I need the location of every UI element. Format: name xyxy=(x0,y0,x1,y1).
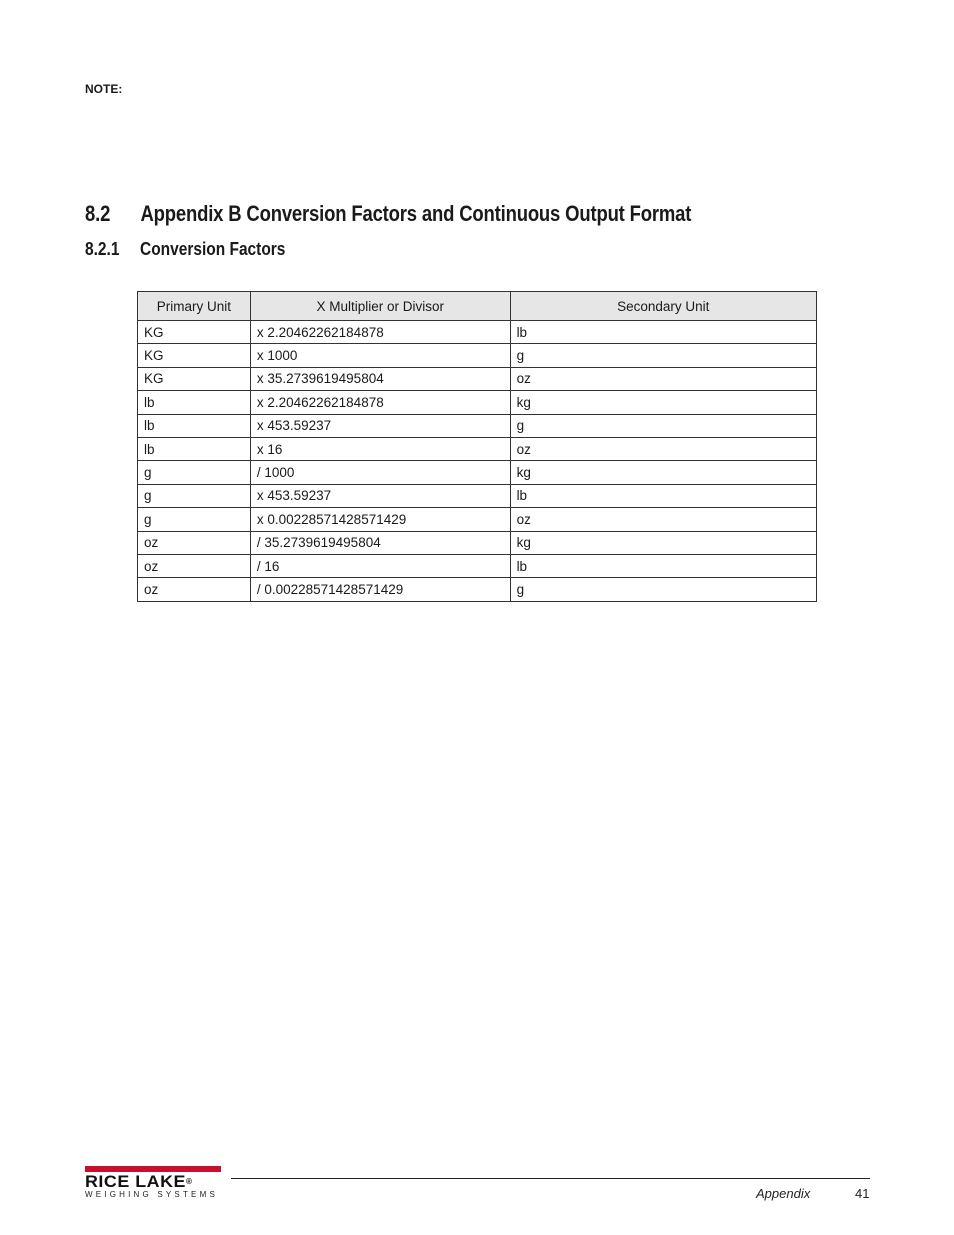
footer-page-number: 41 xyxy=(855,1186,870,1201)
primary-unit-cell: oz xyxy=(138,531,251,554)
factor-cell: x 1000 xyxy=(250,344,510,367)
rice-lake-logo xyxy=(85,1166,221,1199)
primary-unit-cell: KG xyxy=(138,321,251,344)
column-header-secondary-unit: Secondary Unit xyxy=(510,292,816,321)
secondary-unit-cell: kg xyxy=(510,531,816,554)
table-row xyxy=(138,578,817,601)
factor-cell: x 2.20462262184878 xyxy=(250,391,510,414)
table-row xyxy=(138,461,817,484)
table-row xyxy=(138,414,817,437)
factor-cell: / 16 xyxy=(250,554,510,577)
secondary-unit-cell: oz xyxy=(510,437,816,460)
factor-cell: x 0.00228571428571429 xyxy=(250,508,510,531)
factor-cell: x 16 xyxy=(250,437,510,460)
factor-cell: / 35.2739619495804 xyxy=(250,531,510,554)
primary-unit-cell: KG xyxy=(138,367,251,390)
primary-unit-cell: oz xyxy=(138,554,251,577)
table-row xyxy=(138,344,817,367)
column-header-multiplier: X Multiplier or Divisor xyxy=(250,292,510,321)
column-header-primary-unit: Primary Unit xyxy=(138,292,251,321)
table-row xyxy=(138,554,817,577)
table-header-row xyxy=(138,292,817,321)
factor-cell: / 1000 xyxy=(250,461,510,484)
factor-cell: / 0.00228571428571429 xyxy=(250,578,510,601)
secondary-unit-cell: g xyxy=(510,414,816,437)
factor-cell: x 453.59237 xyxy=(250,414,510,437)
factor-cell: x 2.20462262184878 xyxy=(250,321,510,344)
primary-unit-cell: g xyxy=(138,484,251,507)
primary-unit-cell: KG xyxy=(138,344,251,367)
primary-unit-cell: lb xyxy=(138,391,251,414)
primary-unit-cell: oz xyxy=(138,578,251,601)
note-label: NOTE: xyxy=(85,82,123,96)
table-row xyxy=(138,484,817,507)
section-heading xyxy=(85,201,691,227)
secondary-unit-cell: lb xyxy=(510,554,816,577)
table-row xyxy=(138,367,817,390)
conversion-factors-table xyxy=(137,291,817,602)
secondary-unit-cell: oz xyxy=(510,367,816,390)
primary-unit-cell: lb xyxy=(138,414,251,437)
secondary-unit-cell: lb xyxy=(510,484,816,507)
footer-section-name: Appendix xyxy=(756,1186,811,1201)
factor-cell: x 35.2739619495804 xyxy=(250,367,510,390)
logo-wordmark xyxy=(85,1173,228,1190)
section-title: Appendix B Conversion Factors and Continuous Output Format xyxy=(140,201,692,226)
footer-rule xyxy=(231,1178,870,1179)
factor-cell: x 453.59237 xyxy=(250,484,510,507)
secondary-unit-cell: oz xyxy=(510,508,816,531)
primary-unit-cell: lb xyxy=(138,437,251,460)
subsection-title: Conversion Factors xyxy=(140,239,286,259)
secondary-unit-cell: kg xyxy=(510,461,816,484)
table-row xyxy=(138,508,817,531)
subsection-number: 8.2.1 xyxy=(85,239,120,259)
logo-subtitle: WEIGHING SYSTEMS xyxy=(85,1190,218,1199)
logo-name: RICE LAKE xyxy=(85,1172,186,1191)
table-row xyxy=(138,437,817,460)
section-number: 8.2 xyxy=(85,201,111,226)
secondary-unit-cell: kg xyxy=(510,391,816,414)
table-row xyxy=(138,321,817,344)
subsection-heading xyxy=(85,239,285,260)
secondary-unit-cell: lb xyxy=(510,321,816,344)
secondary-unit-cell: g xyxy=(510,578,816,601)
primary-unit-cell: g xyxy=(138,508,251,531)
primary-unit-cell: g xyxy=(138,461,251,484)
table-row xyxy=(138,391,817,414)
table-row xyxy=(138,531,817,554)
logo-registered-mark: ® xyxy=(185,1177,193,1186)
secondary-unit-cell: g xyxy=(510,344,816,367)
